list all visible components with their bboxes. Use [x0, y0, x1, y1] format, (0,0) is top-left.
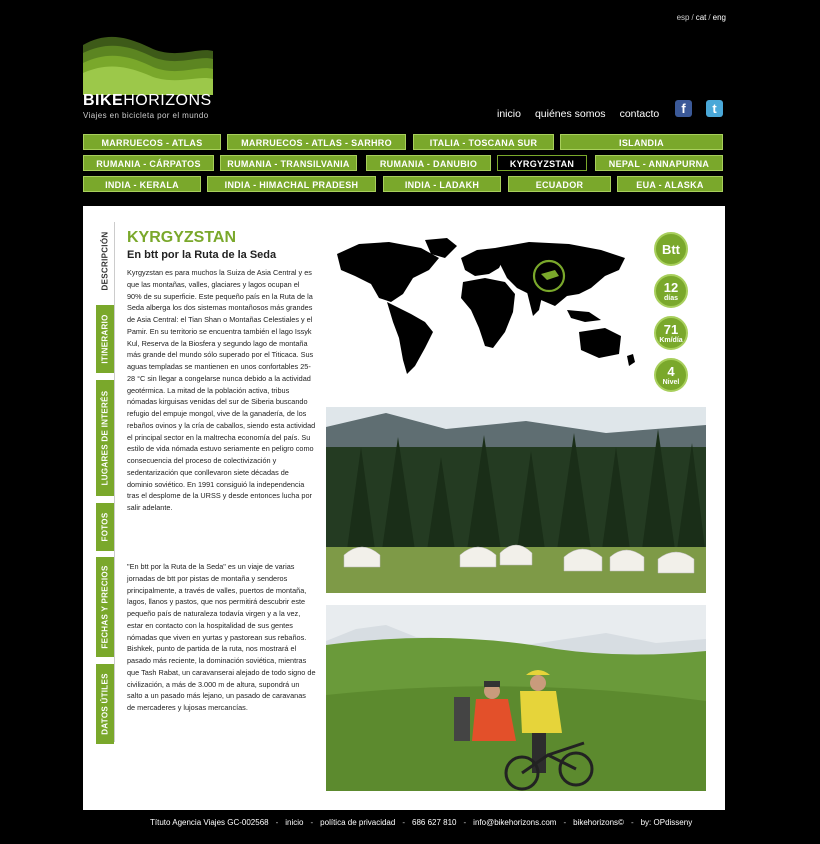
badge-days: 12 días [654, 274, 688, 308]
page-title: KYRGYZSTAN [127, 229, 237, 246]
tab-fotos[interactable]: FOTOS [96, 503, 114, 551]
badge-level: 4 Nivel [654, 358, 688, 392]
logo-wordmark[interactable]: BIKEHORIZONS [83, 92, 212, 109]
lang-eng[interactable]: eng [712, 13, 726, 22]
lang-esp[interactable]: esp [676, 13, 690, 22]
footer-privacy[interactable]: política de privacidad [320, 818, 396, 827]
tab-itinerario[interactable]: ITINERARIO [96, 305, 114, 373]
logo-tagline: Viajes en bicicleta por el mundo [83, 111, 209, 120]
dest-india-himachal[interactable]: INDIA - HIMACHAL PRADESH [207, 176, 376, 192]
description-paragraph-1: Kyrgyzstan es para muchos la Suiza de Asia Central y es que las montañas, valles, glaciares y lagos ocupan el 90% de su superficie. Este pequeño país en la Ruta de la Seda alberga los dos sistemas montañosos más grandes de Asia Central: el Tian Shan o Montañas Celestiales y el Pamir. En su territorio se encuentra también el lago Issyk Kul, Reserva de la Biosfera y segundo lago de montaña más grande del mundo sólo superado por el Titicaca. Sus aguas templadas se mantienen en unos confortables 25-28 °C sin llegar a congelarse nunca debido a la actividad geotérmica. La mitad de la población activa, tribus nómadas kirguisas venidas del sur de Siberia buscando refugio del empuje mongol, vive de la ganadería, de los rebaños ovinos y la cría de caballos, siendo esta actividad el principal sector en la maltrecha economía del país. Su estilo de vida nómada estuvo seriamente en peligro como consecuencia del proceso de colectivización y sedentarización que conllevaron siete décadas de dominio soviético. En 1991 consiguió la independencia tras el desplome de la URSS y desde entonces lucha por salir adelante. [127, 268, 316, 512]
page-subtitle: En btt por la Ruta de la Seda [127, 249, 277, 261]
lang-cat[interactable]: cat [695, 13, 707, 22]
dest-eua-alaska[interactable]: EUA - ALASKA [617, 176, 723, 192]
footer-credits[interactable]: by: OPdisseny [640, 818, 693, 827]
nav-contacto[interactable]: contacto [619, 108, 660, 120]
nav-quienes-somos[interactable]: quiénes somos [534, 108, 606, 120]
photo-yurts-forest[interactable] [326, 407, 706, 593]
world-map-image [329, 236, 643, 376]
badge-type: Btt [654, 232, 688, 266]
tab-descripcion[interactable]: DESCRIPCIÓN [96, 222, 114, 300]
nav-inicio[interactable]: inicio [497, 108, 521, 120]
photo-cyclists-valley[interactable] [326, 605, 706, 791]
footer: Títuto Agencia Viajes GC-002568 - inicio - política de privacidad - 686 627 810 - info@bikehorizons.com - bikehorizons© - by: OPdisseny [150, 818, 693, 827]
footer-inicio[interactable]: inicio [285, 818, 304, 827]
dest-marruecos-sarhro[interactable]: MARRUECOS - ATLAS - SARHRO [227, 134, 406, 150]
dest-nepal-annapurna[interactable]: NEPAL - ANNAPURNA [595, 155, 723, 171]
dest-india-kerala[interactable]: INDIA - KERALA [83, 176, 201, 192]
description-paragraph-2: "En btt por la Ruta de la Seda" es un viaje de varias jornadas de btt por pistas de montaña y senderos principalmente, a través de valles, puertos de montaña, lagos, llanos y pastos, que nos permitirá descubrir este pequeño país de naturaleza todavía virgen y a la vez, estar en contacto con la hospitalidad de sus gentes nómadas que viven en yurtas y pastorean sus rebaños. Bishkek, punto de partida de la ruta, nos mostrará el pasado más reciente, la dominación soviética, mientras que Tash Rabat, un caravanserai alejado de todo signo de civilización, a más de 3.000 m de altura, supondrá un salto a un pasado más lejano, un pasado de caravanas de mercaderes y lujosas mercancías. [127, 562, 316, 712]
badge-km-day: 71 Km/día [654, 316, 688, 350]
dest-ecuador[interactable]: ECUADOR [508, 176, 611, 192]
dest-rumania-danubio[interactable]: RUMANIA - DANUBIO [366, 155, 491, 171]
twitter-icon[interactable]: t [706, 100, 723, 117]
tab-datos-utiles[interactable]: DATOS ÚTILES [96, 664, 114, 744]
dest-kyrgyzstan[interactable]: KYRGYZSTAN [497, 155, 587, 171]
dest-rumania-carpatos[interactable]: RUMANIA - CÁRPATOS [83, 155, 214, 171]
tab-fechas-precios[interactable]: FECHAS Y PRECIOS [96, 557, 114, 657]
dest-islandia[interactable]: ISLANDIA [560, 134, 723, 150]
dest-marruecos-atlas[interactable]: MARRUECOS - ATLAS [83, 134, 221, 150]
footer-email[interactable]: info@bikehorizons.com [473, 818, 557, 827]
logo-hills-icon[interactable] [83, 35, 213, 95]
tab-divider [114, 222, 115, 742]
dest-rumania-transilvania[interactable]: RUMANIA - TRANSILVANIA [220, 155, 357, 171]
footer-phone: 686 627 810 [412, 818, 457, 827]
facebook-icon[interactable]: f [675, 100, 692, 117]
tab-lugares-interes[interactable]: LUGARES DE INTERÉS [96, 380, 114, 496]
footer-brand: bikehorizons© [573, 818, 624, 827]
dest-india-ladakh[interactable]: INDIA - LADAKH [383, 176, 501, 192]
language-switcher: esp / cat / eng [676, 13, 726, 22]
footer-agency: Títuto Agencia Viajes GC-002568 [150, 818, 269, 827]
top-nav [497, 108, 659, 120]
dest-italia-toscana[interactable]: ITALIA - TOSCANA SUR [413, 134, 554, 150]
